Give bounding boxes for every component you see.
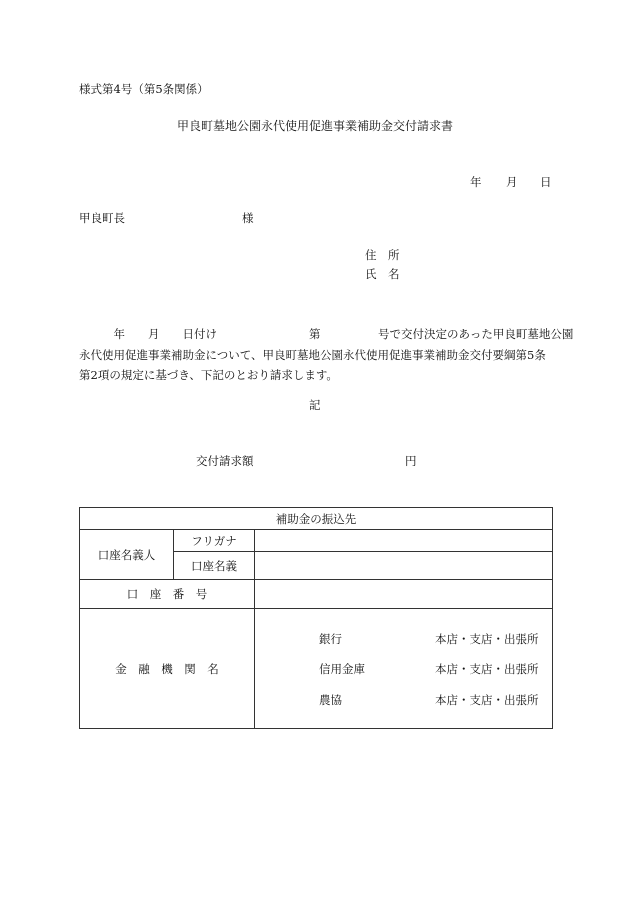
body-line-3: 第2項の規定に基づき、下記のとおり請求します。 <box>79 368 338 382</box>
institution-type-credit-union: 信用金庫 <box>319 662 365 677</box>
institution-field[interactable] <box>255 609 553 729</box>
institution-branch-options: 本店・支店・出張所 <box>435 631 539 646</box>
date-day-label: 日 <box>540 175 552 189</box>
addressee-honorific: 様 <box>242 211 254 225</box>
date-year-label: 年 <box>470 175 482 189</box>
request-amount-unit: 円 <box>405 454 417 468</box>
institution-branch-options: 本店・支店・出張所 <box>435 692 539 707</box>
institution-type-bank: 銀行 <box>319 631 342 646</box>
document-title: 甲良町墓地公園永代使用促進事業補助金交付請求書 <box>176 119 453 133</box>
form-number: 様式第4号（第5条関係） <box>79 82 209 96</box>
institution-row-bank <box>255 623 552 654</box>
transfer-destination-table <box>79 507 553 729</box>
ki-mark: 記 <box>309 398 321 412</box>
date-month-label: 月 <box>506 175 518 189</box>
account-holder-label: 口座名義人 <box>80 530 174 580</box>
institution-branch-options: 本店・支店・出張所 <box>435 662 539 677</box>
account-number-field[interactable] <box>255 580 553 609</box>
request-amount-label: 交付請求額 <box>196 454 254 468</box>
name-label: 氏 名 <box>365 267 400 281</box>
account-name-field[interactable] <box>255 552 553 580</box>
request-body <box>79 324 574 386</box>
table-header: 補助金の振込先 <box>80 508 553 530</box>
furigana-label: フリガナ <box>174 530 255 552</box>
institution-label: 金 融 機 関 名 <box>80 609 255 729</box>
account-name-label: 口座名義 <box>174 552 255 580</box>
body-line-2: 永代使用促進事業補助金について、甲良町墓地公園永代使用促進事業補助金交付要綱第5条 <box>79 347 546 362</box>
institution-row-agri-coop <box>255 684 552 715</box>
account-number-label: 口 座 番 号 <box>80 580 255 609</box>
furigana-field[interactable] <box>255 530 553 552</box>
body-line-1: 年 月 日付け 第 号で交付決定のあった甲良町墓地公園 <box>79 327 574 341</box>
institution-row-credit-union <box>255 653 552 684</box>
institution-type-agri-coop: 農協 <box>319 692 342 707</box>
addressee-name: 甲良町長 <box>79 211 125 225</box>
address-label: 住 所 <box>365 248 400 262</box>
